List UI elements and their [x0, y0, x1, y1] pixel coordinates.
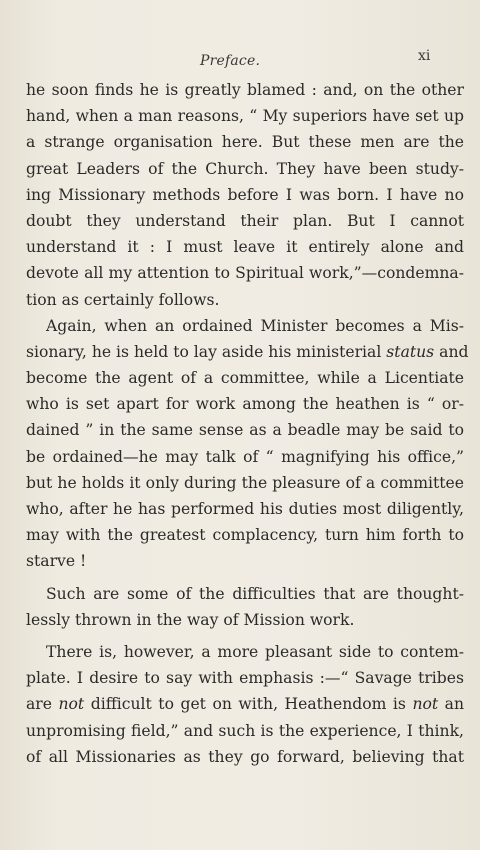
text-line: ing Missionary methods before I was born. I have no	[26, 185, 464, 204]
text-line: who is set apart for work among the heathen is “ or-	[26, 395, 464, 414]
text-line: doubt they understand their plan. But I cannot	[26, 211, 464, 230]
text-line: devote all my attention to Spiritual work,”—condemna-	[26, 264, 464, 283]
text-line: Such are some of the difficulties that are thought-	[46, 584, 464, 603]
text-line: starve !	[26, 552, 87, 571]
text-line: hand, when a man reasons, “ My superiors have set up	[26, 107, 464, 126]
body-text	[26, 77, 469, 770]
text-line: Again, when an ordained Minister becomes a Mis-	[46, 316, 464, 335]
text-line-with-italic: sionary, he is held to lay aside his ministerial status and	[26, 342, 469, 361]
text-line: be ordained—he may talk of “ magnifying his office,”	[26, 447, 464, 466]
text-line: unpromising field,” and such is the experience, I think,	[26, 721, 464, 740]
text-line: a strange organisation here. But these men are the	[26, 133, 464, 152]
text-line: he soon finds he is greatly blamed : and, on the other	[26, 81, 464, 99]
text-line: plate. I desire to say with emphasis :—“ Savage tribes	[26, 669, 464, 688]
running-header-title: Preface.	[200, 53, 261, 69]
text-line: of all Missionaries as they go forward, believing that	[26, 747, 464, 766]
text-line: tion as certainly follows.	[26, 290, 220, 309]
text-line-with-italic: are not difficult to get on with, Heathendom is not an	[26, 695, 464, 714]
text-line: become the agent of a committee, while a Licentiate	[26, 369, 464, 388]
text-line: who, after he has performed his duties most diligently,	[26, 500, 464, 518]
text-line: dained ” in the same sense as a beadle may be said to	[26, 421, 464, 440]
text-line: There is, however, a more pleasant side to contem-	[46, 642, 464, 661]
text-line: great Leaders of the Church. They have been study-	[26, 159, 464, 178]
text-line: understand it : I must leave it entirely alone and	[26, 238, 464, 257]
italic-word: not	[412, 695, 439, 714]
italic-word: not	[58, 695, 85, 714]
page-number: xi	[418, 48, 431, 64]
text-line: lessly thrown in the way of Mission work.	[26, 610, 355, 629]
italic-word: status	[386, 342, 435, 361]
text-line: but he holds it only during the pleasure of a committee	[26, 473, 464, 492]
text-line: may with the greatest complacency, turn him forth to	[26, 526, 464, 545]
